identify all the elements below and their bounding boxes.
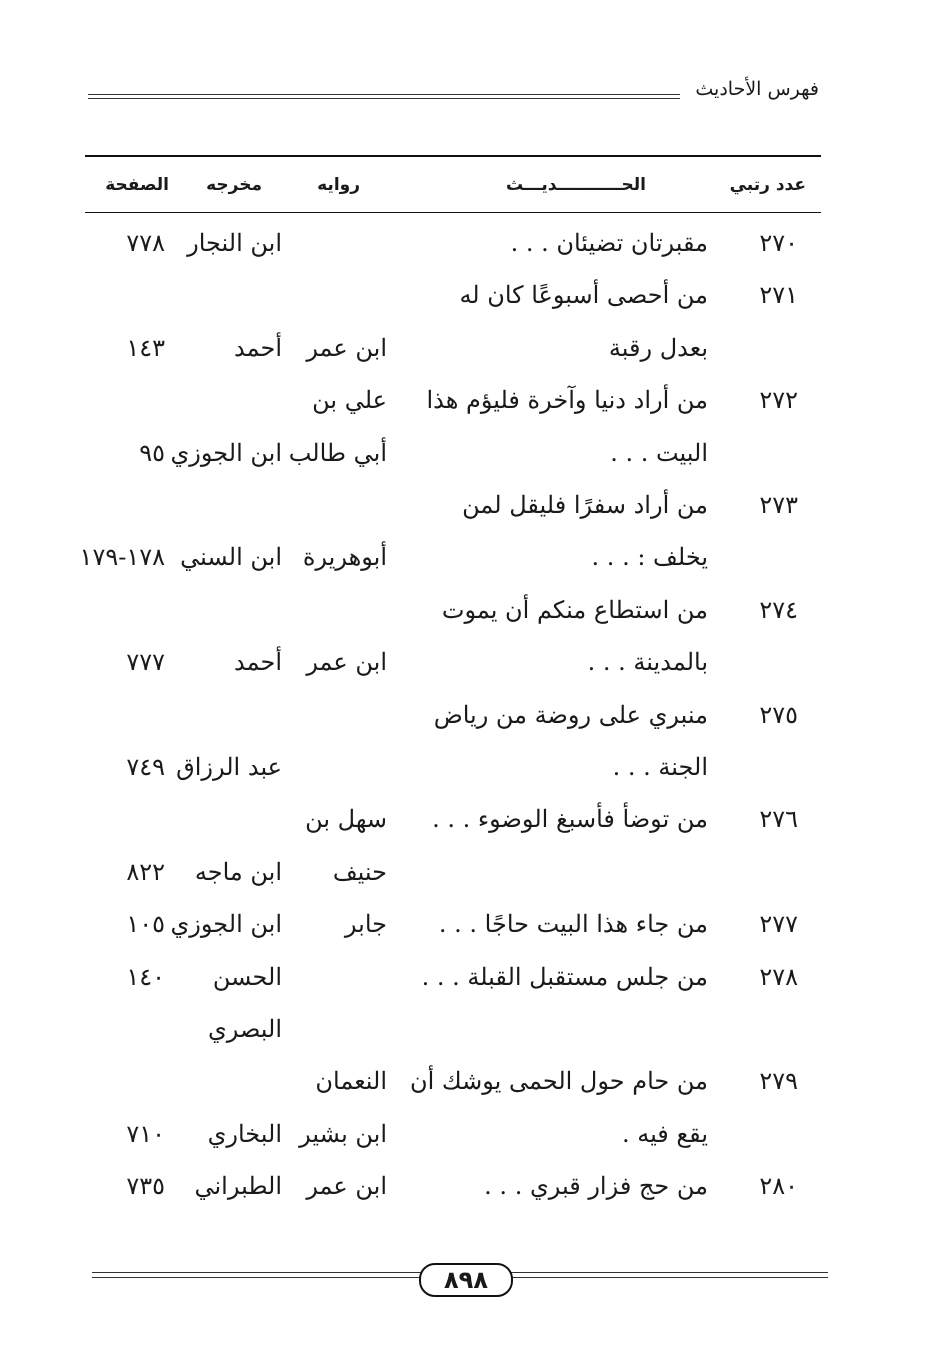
running-head: فهرس الأحاديث [695,78,819,100]
source: ابن السني [180,543,282,571]
page-reference: ٧٧٧ [126,648,165,676]
source: ابن النجار [187,229,282,257]
hadith-number: ٢٧٤ [759,596,798,624]
hadith-text: بعدل رقبة [608,334,708,362]
hadith-text: من حج فزار قبري . . . [484,1172,708,1200]
hadith-number: ٢٧٩ [759,1067,798,1095]
hadith-text: مقبرتان تضيئان . . . [510,229,708,257]
running-head-rule-2 [88,98,680,99]
page-reference: ٩٥ [139,439,165,467]
column-header-source: مخرجه [206,175,262,195]
narrator: ابن بشير [299,1120,387,1148]
hadith-number: ٢٨٠ [759,1172,798,1200]
hadith-number: ٢٧١ [759,281,798,309]
hadith-text: من أراد دنيا وآخرة فليؤم هذا [426,386,708,414]
source: الحسن [212,963,282,991]
hadith-text: يخلف : . . . [591,543,708,571]
column-header-number: عدد رتبي [729,175,806,195]
hadith-text: من استطاع منكم أن يموت [441,596,708,624]
column-header-narrator: روايه [317,175,360,195]
hadith-text: من أحصى أسبوعًا كان له [459,281,708,309]
column-header-hadith: الحـــــــــــديـــث [505,175,646,195]
page-number-badge: ٨٩٨ [419,1263,513,1297]
page-reference: ١٧٨-١٧٩ [79,543,165,571]
hadith-text: يقع فيه . [621,1120,708,1148]
page-reference: ١٠٥ [126,910,165,938]
hadith-number: ٢٧٧ [759,910,798,938]
hadith-text: من توضأ فأسبغ الوضوء . . . [432,805,708,833]
source: أحمد [234,334,282,362]
hadith-number: ٢٧٥ [759,701,798,729]
table-header-rule [85,212,821,213]
narrator: ابن عمر [306,334,387,362]
page-reference: ١٤٠ [126,963,165,991]
source: ابن ماجه [194,858,282,886]
page-reference: ٧١٠ [126,1120,165,1148]
hadith-text: البيت . . . [610,439,708,467]
narrator: النعمان [315,1067,387,1095]
hadith-text: من أراد سفرًا فليقل لمن [462,491,708,519]
source: ابن الجوزي [170,910,282,938]
narrator: ابن عمر [306,1172,387,1200]
hadith-text: من جاء هذا البيت حاجًا . . . [438,910,708,938]
hadith-text: من حام حول الحمى يوشك أن [409,1067,708,1095]
hadith-text: منبري على روضة من رياض [433,701,708,729]
hadith-number: ٢٧٨ [759,963,798,991]
hadith-number: ٢٧٣ [759,491,798,519]
narrator: حنيف [332,858,387,886]
hadith-text: الجنة . . . [612,753,708,781]
source: ابن الجوزي [170,439,282,467]
hadith-number: ٢٧٠ [759,229,798,257]
narrator: أبي طالب [288,439,387,467]
hadith-number: ٢٧٦ [759,805,798,833]
narrator: أبوهريرة [302,543,387,571]
narrator: سهل بن [305,805,387,833]
hadith-text: بالمدينة . . . [587,648,708,676]
running-head-rule [88,94,680,95]
column-header-page: الصفحة [105,175,169,195]
source: البصري [207,1015,282,1043]
page-reference: ١٤٣ [126,334,165,362]
source: البخاري [207,1120,282,1148]
narrator: علي بن [312,386,387,414]
table-top-rule [85,155,821,157]
hadith-text: من جلس مستقبل القبلة . . . [421,963,708,991]
source: عبد الرزاق [176,753,282,781]
source: الطبراني [194,1172,282,1200]
page-reference: ٧٣٥ [126,1172,165,1200]
hadith-number: ٢٧٢ [759,386,798,414]
narrator: جابر [344,910,387,938]
source: أحمد [234,648,282,676]
page-reference: ٧٧٨ [126,229,165,257]
page-reference: ٧٤٩ [126,753,165,781]
narrator: ابن عمر [306,648,387,676]
page-reference: ٨٢٢ [126,858,165,886]
